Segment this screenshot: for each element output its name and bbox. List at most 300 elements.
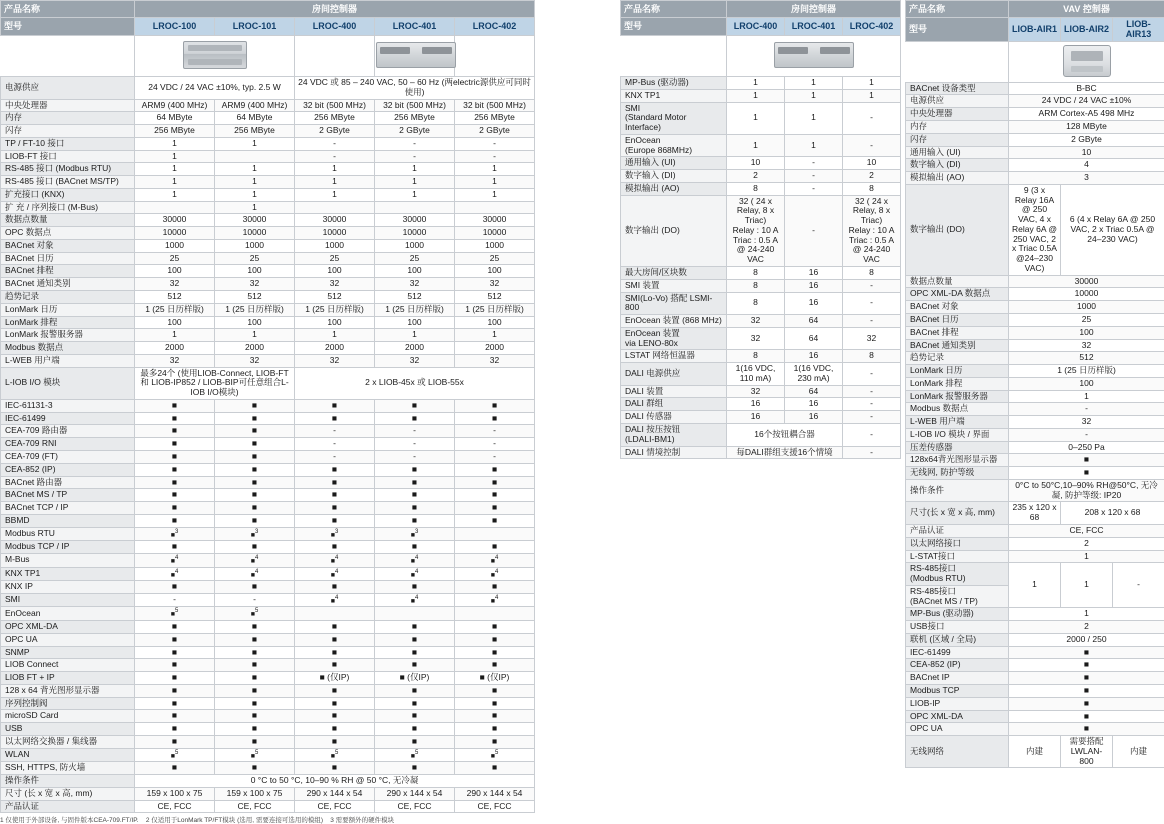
left-row-value: ■ (仅IP) [455, 672, 535, 685]
left-row-value: - [295, 438, 375, 451]
left-row-value: 25 [215, 252, 295, 265]
left-row-value: 100 [455, 316, 535, 329]
left-row-value: 256 MByte [295, 112, 375, 125]
left-table-row [1, 723, 535, 736]
left-row-value: ■$^5$ [135, 748, 215, 762]
left-table-row [1, 800, 535, 813]
left-row-value: 100 [135, 265, 215, 278]
mid-row-value: 2 [727, 170, 785, 183]
right-row-label: RS-485接口 (Modbus RTU) [906, 563, 1009, 586]
mid-row-value: 32 [727, 315, 785, 328]
left-row-value: ■ [455, 762, 535, 775]
left-spec-table [0, 0, 534, 824]
right-row-label: L-STAT接口 [906, 550, 1009, 563]
left-row-value: 32 [455, 278, 535, 291]
left-row-value: ■$^4$ [295, 553, 375, 567]
left-row-value: - [455, 425, 535, 438]
left-row-label: 以太网络交换器 / 集线器 [1, 735, 135, 748]
right-row-value: ■ [1009, 697, 1164, 710]
left-row-label: 趋势记录 [1, 291, 135, 304]
left-row-value: 32 bit (500 MHz) [455, 99, 535, 112]
left-row-value: - [455, 137, 535, 150]
product-image-lroc-1xx [135, 36, 295, 77]
left-row-label: USB [1, 723, 135, 736]
left-row-value: ■ [375, 735, 455, 748]
mid-row-value: 32 [727, 327, 785, 350]
right-row-value: 128 MByte [1009, 120, 1164, 133]
mid-row-value: 1 [727, 102, 785, 134]
right-row-label: Modbus TCP [906, 684, 1009, 697]
left-row-value: 1 [295, 176, 375, 189]
right-row-value: 32 [1009, 339, 1164, 352]
right-row-value: 1 (25 日历样版) [1009, 365, 1164, 378]
left-row-value: 100 [375, 316, 455, 329]
left-table-row [1, 125, 535, 138]
model-LROC-401: LROC-401 [375, 18, 455, 36]
left-row-value: 100 [455, 265, 535, 278]
left-row-value: 1 [135, 188, 215, 201]
right-table-row [906, 633, 1164, 646]
right-row-label: 操作条件 [906, 479, 1009, 502]
mid-row-label: 数字输出 (DO) [621, 195, 727, 266]
image-blank-1 [295, 36, 375, 77]
left-table-row [1, 684, 535, 697]
left-row-label: BACnet MS / TP [1, 489, 135, 502]
left-row-value: CE, FCC [135, 800, 215, 813]
mid-table-row [621, 385, 901, 398]
left-row-label: BACnet 路由器 [1, 476, 135, 489]
left-row-value: 2 GByte [375, 125, 455, 138]
right-table-row [906, 659, 1164, 672]
right-table-row [906, 377, 1164, 390]
right-row-label: 无线网, 防护等级 [906, 467, 1009, 480]
right-row-value: 内建 [1113, 736, 1164, 768]
right-table-row [906, 108, 1164, 121]
mid-table-row [621, 102, 901, 134]
right-row-label: CEA-852 (IP) [906, 659, 1009, 672]
left-row-value: ■ [455, 399, 535, 412]
right-table-row [906, 184, 1164, 275]
left-row-value: 1000 [455, 239, 535, 252]
left-row-value: ■ [455, 710, 535, 723]
left-row-value: 256 MByte [215, 125, 295, 138]
left-row-value: ■ [375, 621, 455, 634]
left-row-value: 1 (25 日历样版) [375, 303, 455, 316]
right-table-row [906, 416, 1164, 429]
right-table-row [906, 352, 1164, 365]
model-LROC-100: LROC-100 [135, 18, 215, 36]
left-row-value: 64 MByte [215, 112, 295, 125]
left-row-value: ■ [215, 399, 295, 412]
left-table-row [1, 567, 535, 581]
left-row-value: ■ [375, 514, 455, 527]
mid-row-label: SMI 装置 [621, 279, 727, 292]
left-row-label: WLAN [1, 748, 135, 762]
mid-row-label: EnOcean (Europe 868MHz) [621, 134, 727, 157]
mid-row-value: - [843, 446, 901, 459]
left-row-value: ■ [215, 463, 295, 476]
left-row-value [455, 201, 535, 214]
right-spec-table [905, 0, 1164, 768]
left-row-value: ■ [375, 541, 455, 554]
mid-row-label: 通用输入 (UI) [621, 157, 727, 170]
left-row-value: ■ [135, 621, 215, 634]
left-table-row [1, 659, 535, 672]
right-table-row [906, 120, 1164, 133]
left-row-value: ■ [375, 581, 455, 594]
left-row-label: LonMark 报警服务器 [1, 329, 135, 342]
left-row-value: 30000 [135, 214, 215, 227]
left-row-value: ■ [135, 710, 215, 723]
mid-model-label: 型号 [621, 18, 727, 36]
left-row-value: 25 [135, 252, 215, 265]
left-row-value: ■ [135, 514, 215, 527]
left-row-value: 1 [135, 163, 215, 176]
left-row-value: ■$^4$ [455, 593, 535, 607]
footnote-1: 1 仅使用于外部设备, 与固件版本CEA-709.FT/IP. [0, 817, 139, 824]
right-row-value: 512 [1009, 352, 1164, 365]
left-row-value: ■ [375, 633, 455, 646]
left-row-value: 30000 [455, 214, 535, 227]
right-row-label: 中央处理器 [906, 108, 1009, 121]
left-table-row [1, 476, 535, 489]
left-row-value: 159 x 100 x 75 [135, 787, 215, 800]
left-row-value: 最多24个 (使用LIOB-Connect, LIOB-FT 和 LIOB-IP852 / LIOB-BIP可任意组合L-IOB I/O模块) [135, 367, 295, 399]
left-row-value: 2 GByte [295, 125, 375, 138]
left-row-label: L-WEB 用户端 [1, 354, 135, 367]
left-row-value: 1000 [375, 239, 455, 252]
left-row-value: 30000 [375, 214, 455, 227]
left-row-label: CEA-852 (IP) [1, 463, 135, 476]
right-row-value: ■ [1009, 467, 1164, 480]
left-row-value: ■$^5$ [375, 748, 455, 762]
right-row-value: 100 [1009, 326, 1164, 339]
left-table-row [1, 672, 535, 685]
left-row-label: OPC XML-DA [1, 621, 135, 634]
right-row-value: - [1113, 563, 1164, 608]
left-row-value: 1 [455, 163, 535, 176]
right-product-image [1009, 41, 1164, 82]
left-table-row [1, 265, 535, 278]
right-product-name-label: 产品名称 [906, 1, 1009, 18]
right-table-row [906, 723, 1164, 736]
mid-table-body [621, 77, 901, 459]
left-table-row [1, 188, 535, 201]
mid-row-value: - [843, 102, 901, 134]
mid-row-value: 8 [843, 267, 901, 280]
mid-table-row [621, 315, 901, 328]
left-row-value: ■ [135, 412, 215, 425]
right-row-value: 235 x 120 x 68 [1009, 502, 1061, 525]
left-row-value: ■ [455, 412, 535, 425]
left-row-value: ■ [375, 463, 455, 476]
right-row-value: ■ [1009, 672, 1164, 685]
mid-table-row [621, 170, 901, 183]
left-row-value: ■ [295, 541, 375, 554]
left-row-label: LIOB-FT 接口 [1, 150, 135, 163]
mid-model-LROC-402: LROC-402 [843, 18, 901, 36]
left-row-value: 1 [215, 163, 295, 176]
right-model-label: 型号 [906, 18, 1009, 42]
right-row-label: MP-Bus (驱动器) [906, 608, 1009, 621]
left-row-value: ■ [375, 489, 455, 502]
right-table-body [906, 82, 1164, 768]
left-row-value: 32 [215, 278, 295, 291]
mid-row-label: DALI 装置 [621, 385, 727, 398]
mid-row-value: - [843, 398, 901, 411]
mid-row-label: DALI 按压按钮 (LDALI-BM1) [621, 423, 727, 446]
right-table-row [906, 454, 1164, 467]
left-row-value: 64 MByte [135, 112, 215, 125]
left-table-row [1, 150, 535, 163]
left-row-value: 100 [295, 316, 375, 329]
mid-row-value: 1(16 VDC, 110 mA) [727, 363, 785, 386]
left-table-row [1, 239, 535, 252]
mid-row-value: 8 [727, 182, 785, 195]
left-row-value: 32 [135, 278, 215, 291]
left-row-value: ■ [135, 463, 215, 476]
right-row-value: ■ [1009, 723, 1164, 736]
left-footnotes [0, 813, 534, 824]
left-row-value: 290 x 144 x 54 [455, 787, 535, 800]
mid-table-row [621, 446, 901, 459]
left-row-value: ■ [375, 710, 455, 723]
left-row-value: - [135, 593, 215, 607]
mid-table-row [621, 327, 901, 350]
left-row-value: ■ [455, 735, 535, 748]
left-row-value: ■ [135, 502, 215, 515]
right-table-row [906, 710, 1164, 723]
left-row-value: ■$^5$ [455, 748, 535, 762]
left-row-value: 1 [455, 329, 535, 342]
left-row-label: L-IOB I/O 模块 [1, 367, 135, 399]
left-row-label: 内存 [1, 112, 135, 125]
left-row-value: ■ [135, 723, 215, 736]
mid-row-value: 10 [727, 157, 785, 170]
right-table-row [906, 403, 1164, 416]
left-table-row [1, 412, 535, 425]
left-row-value: ■ [375, 502, 455, 515]
left-row-label: BACnet 通知类别 [1, 278, 135, 291]
left-row-value: ■ [135, 581, 215, 594]
left-row-label: RS-485 接口 (BACnet MS/TP) [1, 176, 135, 189]
left-row-value: ■$^5$ [295, 748, 375, 762]
left-row-label: Modbus 数据点 [1, 342, 135, 355]
left-row-value: ■ [215, 723, 295, 736]
right-row-value: ■ [1009, 710, 1164, 723]
product-name-label: 产品名称 [1, 1, 135, 18]
left-row-value: ■$^3$ [375, 527, 455, 541]
left-row-label: SNMP [1, 646, 135, 659]
left-row-value: ■ [135, 672, 215, 685]
left-row-value: - [375, 438, 455, 451]
right-product-name-value: VAV 控制器 [1009, 1, 1164, 18]
mid-row-value: 32 ( 24 x Relay, 8 x Triac) Relay : 10 A Triac : 0.5 A @ 24-240 VAC [727, 195, 785, 266]
left-row-value: - [295, 150, 375, 163]
left-row-value [375, 201, 455, 214]
right-table-row [906, 479, 1164, 502]
left-table-row [1, 176, 535, 189]
left-row-value: 25 [295, 252, 375, 265]
mid-row-value: 32 ( 24 x Relay, 8 x Triac) Relay : 10 A Triac : 0.5 A @ 24-240 VAC [843, 195, 901, 266]
model-label: 型号 [1, 18, 135, 36]
mid-row-value: 16 [785, 267, 843, 280]
right-row-label: LIOB-IP [906, 697, 1009, 710]
left-row-value: ■$^3$ [295, 527, 375, 541]
left-row-label: IEC-61131-3 [1, 399, 135, 412]
left-row-value: ■ [215, 412, 295, 425]
left-row-value: ■ [135, 399, 215, 412]
left-row-value: 512 [135, 291, 215, 304]
left-row-value: - [375, 450, 455, 463]
left-table-row [1, 514, 535, 527]
left-row-value: ■$^3$ [135, 527, 215, 541]
mid-row-value: 1 [785, 134, 843, 157]
left-row-value: ■ [375, 762, 455, 775]
right-row-value: 24 VDC / 24 VAC ±10% [1009, 95, 1164, 108]
left-row-label: IEC-61499 [1, 412, 135, 425]
left-row-value: CE, FCC [215, 800, 295, 813]
left-row-label: Modbus RTU [1, 527, 135, 541]
right-table-row [906, 339, 1164, 352]
right-row-label: LonMark 日历 [906, 365, 1009, 378]
left-row-value [295, 607, 375, 621]
right-row-value: 1 [1009, 608, 1164, 621]
left-row-value: 24 VDC 或 85 – 240 VAC, 50 – 60 Hz (两electric源供应可同时使用) [295, 77, 535, 100]
left-row-value: ■ [375, 412, 455, 425]
image-row-spacer [1, 36, 135, 77]
left-table-row [1, 489, 535, 502]
left-row-label: BACnet TCP / IP [1, 502, 135, 515]
left-table-row [1, 354, 535, 367]
left-row-label: LIOB Connect [1, 659, 135, 672]
left-row-label: SMI [1, 593, 135, 607]
mid-row-value: 1 [785, 89, 843, 102]
left-table-row [1, 342, 535, 355]
left-row-label: 数据点数量 [1, 214, 135, 227]
right-model-LIOB-AIR1: LIOB-AIR1 [1009, 18, 1061, 42]
mid-table-row [621, 292, 901, 315]
left-row-label: 尺寸 (长 x 宽 x 高, mm) [1, 787, 135, 800]
left-row-label: Modbus TCP / IP [1, 541, 135, 554]
left-row-label: CEA-709 路由器 [1, 425, 135, 438]
left-row-value: 1 [215, 137, 295, 150]
left-row-label: LonMark 排程 [1, 316, 135, 329]
left-row-value: 1 [295, 329, 375, 342]
mid-spec-table [620, 0, 900, 459]
right-table-row [906, 172, 1164, 185]
left-row-value: ■ [455, 633, 535, 646]
mid-row-value: 32 [727, 385, 785, 398]
left-table-row [1, 163, 535, 176]
left-row-label: CEA-709 RNI [1, 438, 135, 451]
right-row-label: BACnet 日历 [906, 314, 1009, 327]
left-table-row [1, 710, 535, 723]
mid-table-row [621, 77, 901, 90]
left-row-value: ■ [135, 659, 215, 672]
left-row-value: ■ [135, 735, 215, 748]
mid-row-label: KNX TP1 [621, 89, 727, 102]
left-row-value: 1 (25 日历样版) [455, 303, 535, 316]
left-row-value: 0 °C to 50 °C, 10–90 % RH @ 50 °C, 无冷凝 [135, 775, 535, 788]
mid-row-label: SMI(Lo-Vo) 搭配 LSMI-800 [621, 292, 727, 315]
left-row-value: ■ (仅IP) [295, 672, 375, 685]
right-row-value: 6 (4 x Relay 6A @ 250 VAC, 2 x Triac 0.5A @ 24–230 VAC) [1061, 184, 1164, 275]
footnote-2: 2 仅适用于LonMark TP/FT模块 (选用, 需要连接可选用的模组) [146, 817, 323, 824]
mid-row-value: 8 [727, 279, 785, 292]
left-row-label: 扩 充 / 序列接口 (M-Bus) [1, 201, 135, 214]
left-row-value: ■ [375, 697, 455, 710]
mid-row-label: 最大房间/区块数 [621, 267, 727, 280]
mid-row-value: 16 [785, 350, 843, 363]
left-row-value: 2000 [215, 342, 295, 355]
mid-row-value: 64 [785, 327, 843, 350]
left-row-value: ■ [455, 514, 535, 527]
mid-product-name-label: 产品名称 [621, 1, 727, 18]
left-table-row [1, 214, 535, 227]
mid-table-row [621, 157, 901, 170]
right-row-label: 压差传感器 [906, 441, 1009, 454]
right-row-label: 模拟输出 (AO) [906, 172, 1009, 185]
right-model-LIOB-AIR13: LIOB-AIR13 [1113, 18, 1164, 42]
right-row-value: 4 [1009, 159, 1164, 172]
left-row-label: BACnet 对象 [1, 239, 135, 252]
mid-row-value: 1 [843, 89, 901, 102]
left-row-value: 1 (25 日历样版) [295, 303, 375, 316]
left-row-value: ■ [375, 646, 455, 659]
left-row-value: 32 [295, 354, 375, 367]
left-row-value: - [375, 137, 455, 150]
mid-row-value: 64 [785, 315, 843, 328]
right-row-value: ■ [1009, 454, 1164, 467]
left-row-value: 32 [295, 278, 375, 291]
left-row-value: 1 [135, 137, 215, 150]
left-row-value: 1 (25 日历样版) [215, 303, 295, 316]
right-row-value: 3 [1009, 172, 1164, 185]
left-row-value [455, 607, 535, 621]
left-table-row [1, 425, 535, 438]
right-row-value: - [1009, 403, 1164, 416]
left-row-value: 10000 [135, 227, 215, 240]
left-row-value: ■ [455, 541, 535, 554]
mid-product-image [727, 36, 901, 77]
product-name-value: 房间控制器 [135, 1, 535, 18]
left-row-value: ■ [295, 412, 375, 425]
mid-model-LROC-400: LROC-400 [727, 18, 785, 36]
mid-row-value: 64 [785, 385, 843, 398]
right-row-value: 内建 [1009, 736, 1061, 768]
left-table-row [1, 502, 535, 515]
right-table-row [906, 646, 1164, 659]
mid-row-value: - [843, 134, 901, 157]
left-row-value: 100 [295, 265, 375, 278]
right-row-label: OPC UA [906, 723, 1009, 736]
mid-table-row [621, 279, 901, 292]
mid-row-value: 1(16 VDC, 230 mA) [785, 363, 843, 386]
left-row-value: 256 MByte [375, 112, 455, 125]
left-row-value: 1 (25 日历样版) [135, 303, 215, 316]
left-row-value: 1000 [295, 239, 375, 252]
mid-row-value: - [843, 315, 901, 328]
right-row-label: 闪存 [906, 133, 1009, 146]
left-row-value: 512 [295, 291, 375, 304]
right-row-value: 2000 / 250 [1009, 633, 1164, 646]
left-row-value: ■ [215, 633, 295, 646]
left-row-value: 2000 [295, 342, 375, 355]
right-row-label: 产品认证 [906, 525, 1009, 538]
left-row-label: KNX IP [1, 581, 135, 594]
left-row-value: ■ [295, 502, 375, 515]
